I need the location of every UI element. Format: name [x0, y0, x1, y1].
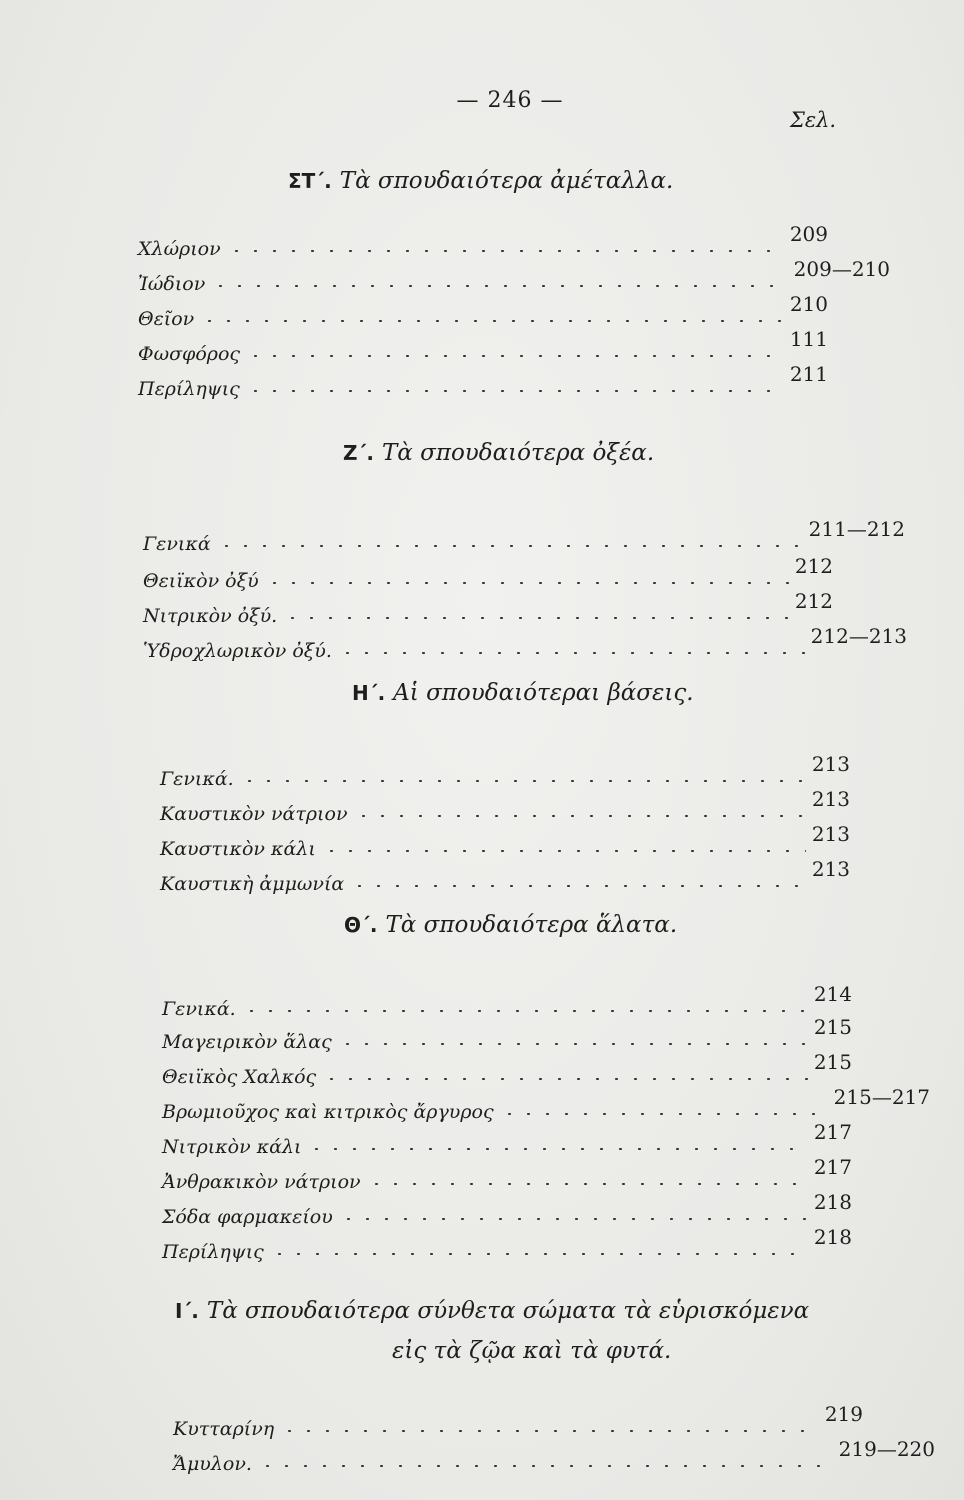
dot-leader: [246, 355, 784, 357]
entry-page: 111: [789, 327, 828, 351]
dot-leader: [242, 1010, 808, 1012]
entry-page: 212: [794, 554, 833, 578]
toc-entry: [162, 1190, 852, 1228]
entry-page: 217: [813, 1120, 852, 1144]
entry-label: Νιτρικὸν κάλι: [162, 1136, 302, 1158]
section-title: [343, 440, 654, 466]
entry-label: Θειϊκὸν ὀξύ: [143, 570, 259, 592]
entry-page: 213: [811, 822, 850, 846]
toc-entry: [160, 787, 850, 825]
dot-leader: [350, 885, 806, 887]
section-title: [344, 912, 677, 938]
toc-entry: [162, 1120, 852, 1158]
entry-label: Κυτταρίνη: [173, 1418, 275, 1440]
toc-entry: [173, 1437, 935, 1475]
toc-entry: [160, 857, 850, 895]
entry-label: Γενικά: [143, 533, 211, 555]
toc-entry: [162, 982, 852, 1020]
entry-page: 218: [813, 1225, 852, 1249]
dot-leader: [227, 250, 784, 252]
toc-entry: [162, 1155, 852, 1193]
dot-leader: [367, 1183, 808, 1185]
section-title: [352, 680, 694, 706]
toc-entry: [143, 589, 833, 627]
entry-label: Θειϊκὸς Χαλκός: [162, 1066, 317, 1088]
section-number: Ι΄.: [175, 1299, 199, 1323]
toc-entry: [138, 222, 828, 260]
dot-leader: [338, 1043, 808, 1045]
entry-page: 218: [813, 1190, 852, 1214]
section-number: ΣΤ΄.: [288, 169, 332, 193]
dot-leader: [217, 545, 803, 547]
entry-label: Καυστικὴ ἀμμωνία: [160, 873, 345, 895]
toc-entry: [160, 822, 850, 860]
entry-page: 212—213: [810, 624, 907, 648]
section-title: [175, 1298, 809, 1324]
toc-entry: [162, 1015, 852, 1053]
entry-label: Περίληψις: [138, 378, 240, 400]
toc-entry: [162, 1085, 930, 1123]
entry-label: Καυστικὸν κάλι: [160, 838, 316, 860]
section-heading: Τὰ σπουδαιότερα ἀμέταλλα.: [339, 168, 674, 194]
entry-label: Χλώριον: [138, 238, 221, 260]
dot-leader: [270, 1253, 808, 1255]
dot-leader: [500, 1113, 828, 1115]
entry-page: 213: [811, 787, 850, 811]
dot-leader: [211, 285, 787, 287]
entry-page: 209—210: [793, 257, 890, 281]
dot-leader: [246, 390, 784, 392]
section-title-continuation: εἰς τὰ ζῷα καὶ τὰ φυτά.: [392, 1338, 672, 1364]
entry-page: 211—212: [808, 517, 905, 541]
entry-label: Ἄμυλον.: [173, 1453, 252, 1475]
toc-entry: [173, 1402, 863, 1440]
section-number: Θ΄.: [344, 913, 378, 937]
dot-leader: [339, 1218, 808, 1220]
entry-page: 209: [789, 222, 828, 246]
entry-label: Ἰώδιον: [138, 273, 206, 295]
toc-entry: [160, 752, 850, 790]
toc-entry: [138, 327, 828, 365]
dot-leader: [354, 815, 806, 817]
entry-page: 214: [813, 982, 852, 1006]
entry-page: 213: [811, 752, 850, 776]
dot-leader: [280, 1430, 819, 1432]
entry-label: Ἀνθρακικὸν νάτριον: [162, 1171, 361, 1193]
dot-leader: [283, 617, 789, 619]
entry-page: 212: [794, 589, 833, 613]
dot-leader: [338, 652, 805, 654]
dot-leader: [307, 1148, 807, 1150]
dot-leader: [265, 582, 789, 584]
entry-page: 219: [824, 1402, 863, 1426]
entry-page: 215: [813, 1050, 852, 1074]
dot-leader: [200, 320, 784, 322]
section-heading: Αἱ σπουδαιότεραι βάσεις.: [393, 680, 694, 706]
section-number: Ζ΄.: [343, 441, 374, 465]
toc-entry: [143, 517, 905, 555]
entry-label: Θεῖον: [138, 308, 195, 330]
toc-entry: [138, 362, 828, 400]
entry-label: Ὑδροχλωρικὸν ὀξύ.: [143, 640, 332, 662]
page-number: — 246 —: [456, 88, 564, 113]
entry-page: 215: [813, 1015, 852, 1039]
entry-label: Φωσφόρος: [138, 343, 241, 365]
toc-entry: [162, 1050, 852, 1088]
section-heading: Τὰ σπουδαιότερα ὀξέα.: [381, 440, 655, 466]
dot-leader: [258, 1465, 833, 1467]
entry-page: 217: [813, 1155, 852, 1179]
entry-page: 215—217: [833, 1085, 930, 1109]
entry-label: Μαγειρικὸν ἅλας: [162, 1031, 332, 1053]
toc-entry: [138, 257, 890, 295]
section-heading: Τὰ σπουδαιότερα σύνθετα σώματα τὰ εὑρισκόμενα: [206, 1298, 810, 1324]
entry-page: 210: [789, 292, 828, 316]
toc-entry: [143, 554, 833, 592]
dot-leader: [322, 1078, 808, 1080]
entry-label: Καυστικὸν νάτριον: [160, 803, 348, 825]
entry-label: Γενικά.: [162, 998, 236, 1020]
section-number: Η΄.: [352, 681, 386, 705]
toc-entry: [138, 292, 828, 330]
dot-leader: [322, 850, 806, 852]
entry-page: 219—220: [838, 1437, 935, 1461]
entry-label: Σόδα φαρμακείου: [162, 1206, 333, 1228]
entry-label: Περίληψις: [162, 1241, 264, 1263]
dot-leader: [240, 780, 806, 782]
entry-label: Γενικά.: [160, 768, 234, 790]
entry-label: Βρωμιοῦχος καὶ κιτρικὸς ἄργυρος: [162, 1101, 494, 1123]
section-title: [288, 168, 673, 194]
toc-entry: [143, 624, 907, 662]
entry-label: Νιτρικὸν ὀξύ.: [143, 605, 278, 627]
toc-entry: [162, 1225, 852, 1263]
page-column-heading: Σελ.: [790, 108, 837, 132]
section-heading: Τὰ σπουδαιότερα ἅλατα.: [385, 912, 678, 938]
entry-page: 211: [789, 362, 828, 386]
entry-page: 213: [811, 857, 850, 881]
